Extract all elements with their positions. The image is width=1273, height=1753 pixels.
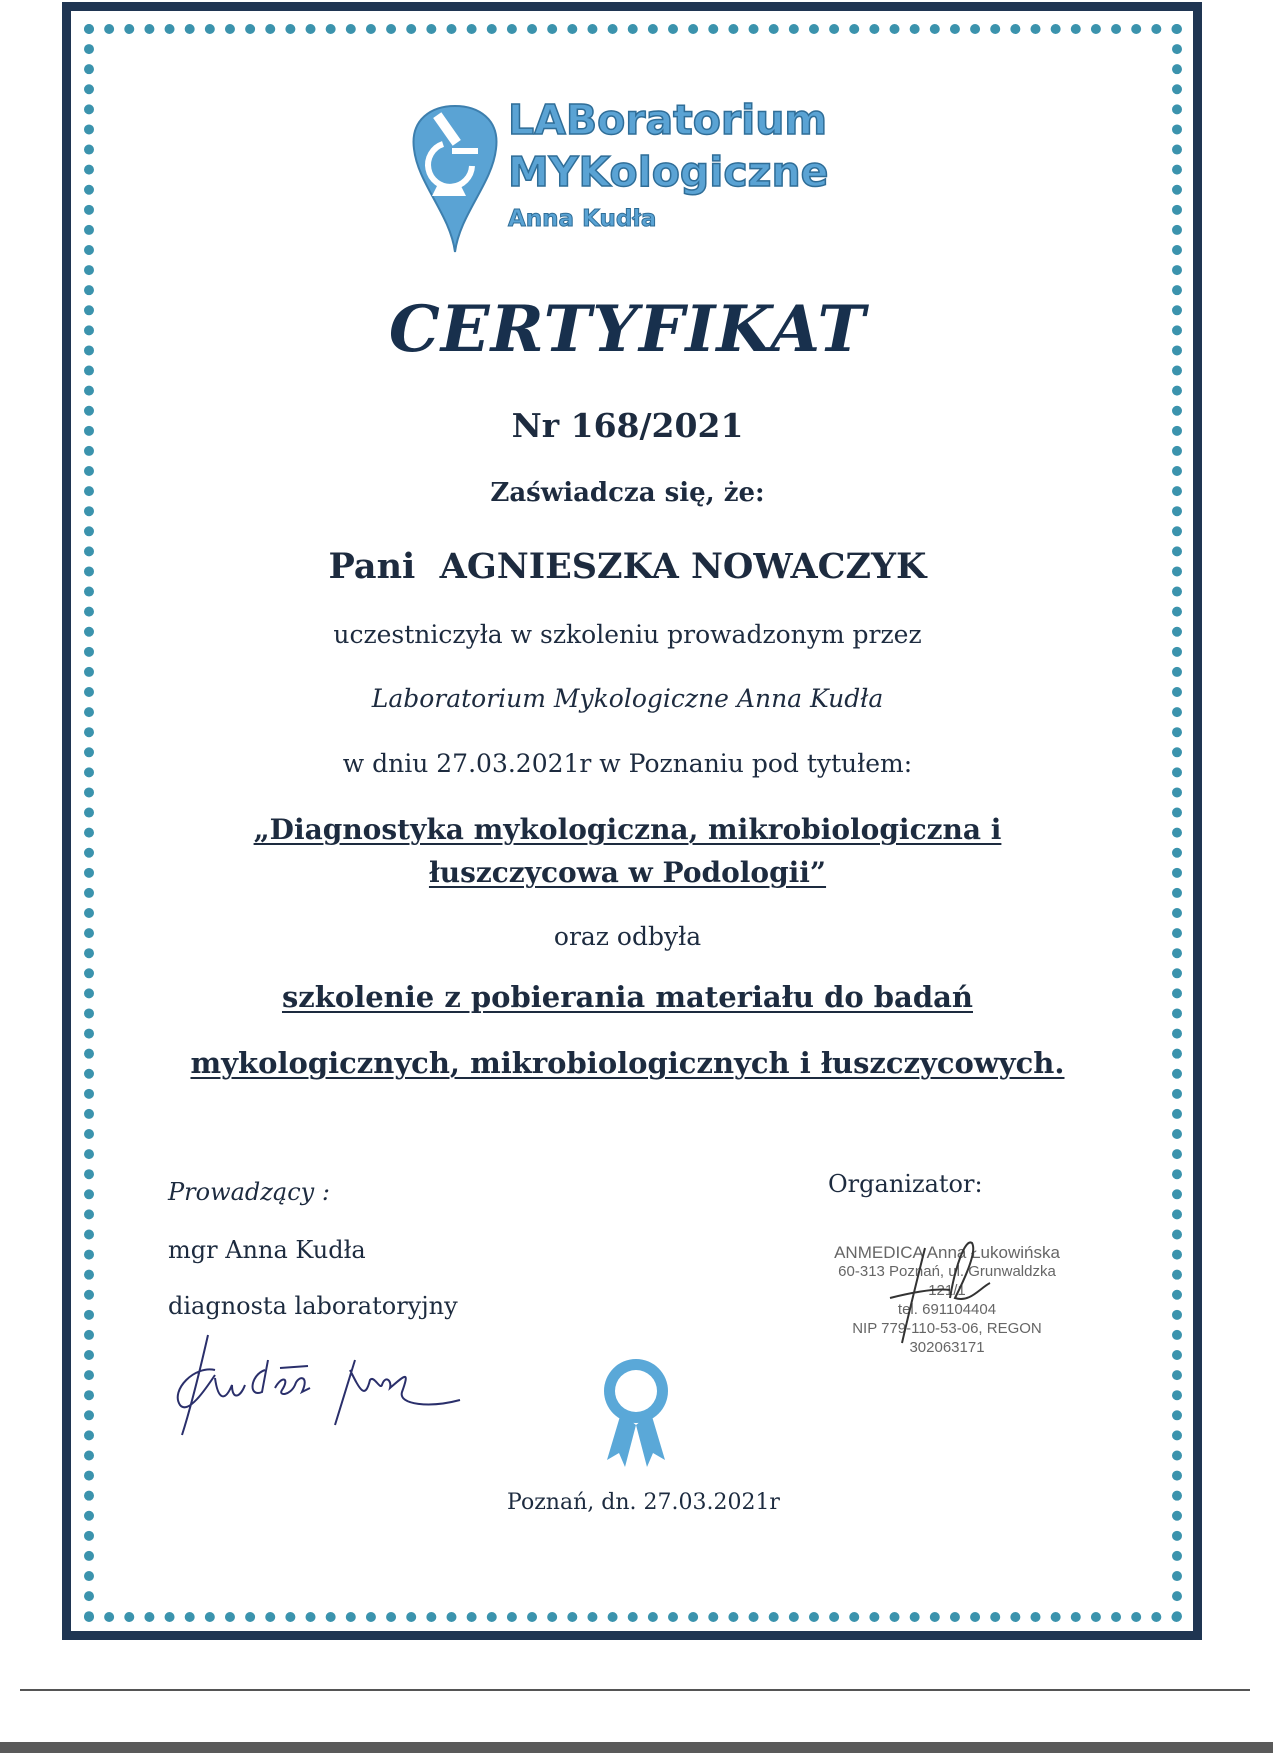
logo-line-3: Anna Kudła [508,206,657,232]
course-title-text-2: łuszczycowa w Podologii” [428,856,827,889]
certificate-intro: Zaświadcza się, że: [490,478,765,508]
stamp-line-3: tel. 691104404 [897,1301,997,1318]
scan-edge [0,1742,1273,1753]
stamp-line-2: 60-313 Poznań, ul. Grunwaldzka 121/1 [838,1263,1056,1299]
stamp-line-1: ANMEDICA Anna Łukowińska [834,1243,1060,1262]
course-title-line-1 [0,813,1255,846]
participation-line: uczestniczyła w szkoleniu prowadzonym przez [333,620,922,649]
organizer-name: Laboratorium Mykologiczne Anna Kudła [371,684,884,713]
ribbon-rosette-icon [603,1355,669,1470]
instructor-signature [170,1330,470,1440]
instructor-name: mgr Anna Kudła [168,1236,366,1264]
course-title-line-2 [0,856,1255,889]
instructor-role: diagnosta laboratoryjny [168,1292,458,1320]
logo-line-1: LABoratorium [508,96,828,144]
organizer-label: Organizator: [828,1170,983,1198]
date-line: w dniu 27.03.2021r w Poznaniu pod tytułem: [342,749,913,778]
stamp-line-4: NIP 779-110-53-06, REGON 302063171 [852,1320,1042,1356]
logo-line-2: MYKologiczne [508,148,829,196]
certificate-number: Nr 168/2021 [511,406,744,445]
training-text-2: mykologicznych, mikrobiologicznych i łuszczycowych. [190,1046,1065,1080]
certificate-title: CERTYFIKAT [388,292,867,367]
organizer-signature [880,1228,1020,1348]
page-rule [20,1689,1250,1691]
also-line: oraz odbyła [553,922,702,951]
recipient-name: Pani AGNIESZKA NOWACZYK [328,546,927,587]
course-title-text-1: „Diagnostyka mykologiczna, mikrobiologiczna i [253,813,1002,846]
microscope-pin-icon [410,104,500,254]
place-and-date: Poznań, dn. 27.03.2021r [507,1490,780,1515]
training-line-1 [0,980,1255,1014]
instructor-label: Prowadzący : [168,1178,330,1206]
training-line-2 [0,1046,1255,1080]
training-text-1: szkolenie z pobierania materiału do badań [281,980,973,1014]
